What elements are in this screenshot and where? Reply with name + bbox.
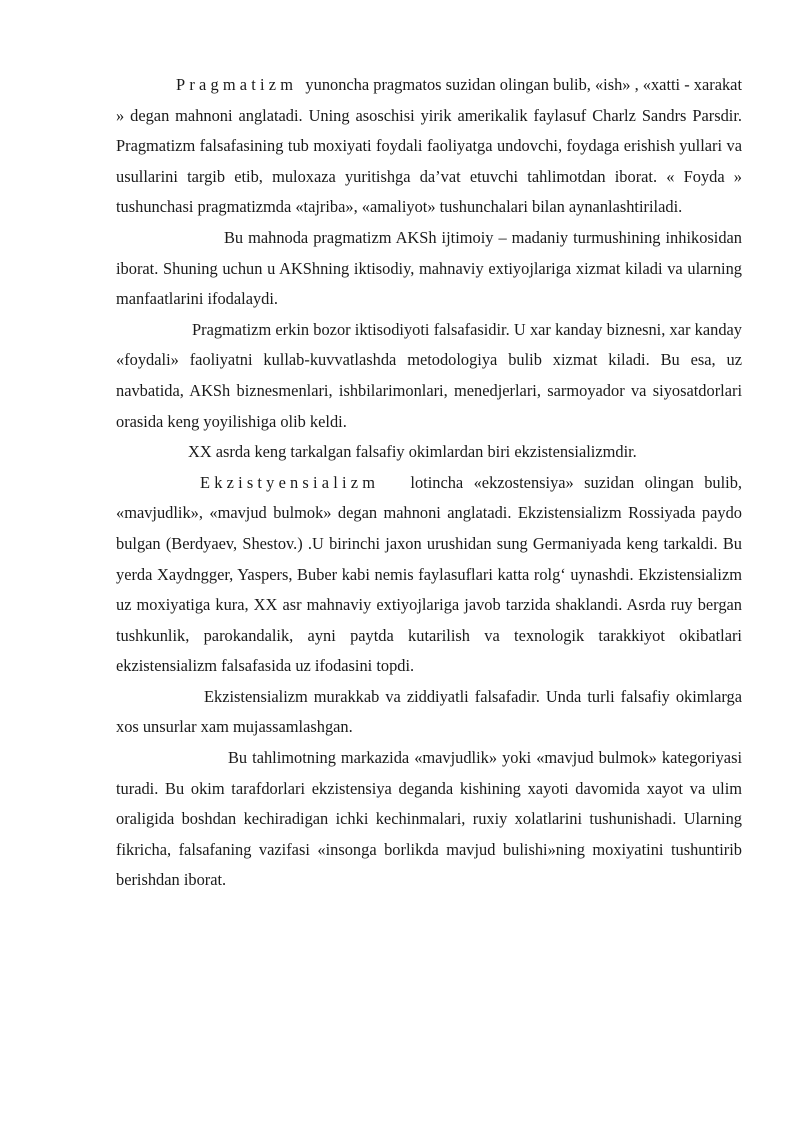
paragraph-pragmatism-usa: Bu mahnoda pragmatizm AKSh ijtimoiy – madaniy turmushining inhikosidan iborat. Shuning uchun u AKShning iktisodiy, mahnaviy extiyojlariga xizmat kiladi va ularning manfaatlarini ifodalaydi. xyxy=(116,227,742,309)
term-ekzistensializm: Ekzistyensializm xyxy=(200,472,380,492)
term-pragmatizm: Pragmatizm xyxy=(176,75,298,94)
paragraph-text: yunoncha pragmatos suzidan olingan bulib, «ish» , «xatti - xarakat » degan mahnoni anglatadi. Uning asoschisi yirik amerikalik faylasuf Charlz Sandrs Parsdir. Pragmatizm falsafasining tub moxiyati foydali faoliyatga undovchi, foydaga erishish yullari va usullarini targib etib, muloxaza yuritishga da’vat etuvchi tahlimotdan iborat. « Foyda » tushunchasi pragmatizmda «tajriba», «amaliyot» tushunchalari bilan aynanlashtiriladi. xyxy=(116,75,743,217)
paragraph-existentialism-definition xyxy=(116,468,742,682)
paragraph-existentialism-core: Bu tahlimotning markazida «mavjudlik» yoki «mavjud bulmok» kategoriyasi turadi. Bu okim tarafdorlari ekzistensiya deganda kishining xayoti davomida xayot va ulim oraligida boshdan kechiradigan ichki kechinmalari, ruxiy xolatlarini tushunishadi. Ularning fikricha, falsafaning vazifasi «insonga borlikda mavjud bulishi»ning moxiyatini tushuntirib berishdan iborat. xyxy=(116,748,742,890)
paragraph-pragmatism-market: Pragmatizm erkin bozor iktisodiyoti falsafasidir. U xar kanday biznesni, xar kanday «foydali» faoliyatni kullab-kuvvatlashda metodologiya bulib xizmat kiladi. Bu esa, uz navbatida, AKSh biznesmenlari, ishbilarimonlari, menedjerlari, sarmoyador va siyosatdorlari orasida keng yoyilishiga olib keldi. xyxy=(116,319,742,431)
paragraph-pragmatism-definition xyxy=(116,70,742,223)
paragraph-20th-century: XX asrda keng tarkalgan falsafiy okimlardan biri ekzistensializmdir. xyxy=(188,442,637,462)
paragraph-text: lotincha «ekzostensiya» suzidan olingan bulib, «mavjudlik», «mavjud bulmok» degan mahnoni anglatadi. Ekzistensializm Rossiyada paydo bulgan (Berdyaev, Shestov.) .U birinchi jaxon urushidan sung Germaniyada keng tarkaldi. Bu yerda Xaydngger, Yaspers, Buber kabi nemis faylasuflari katta rolg‘ uynashdi. Ekzistensializm uz moxiyatiga kura, XX asr mahnaviy extiyojlariga javob tarzida shaklandi. Asrda ruy bergan tushkunlik, parokandalik, ayni paytda kutarilish va texnologik tarakkiyot okibatlari ekzistensializm falsafasida uz ifodasini topdi. xyxy=(116,472,742,676)
document-page xyxy=(116,70,742,896)
paragraph-existentialism-complex: Ekzistensializm murakkab va ziddiyatli falsafadir. Unda turli falsafiy okimlarga xos unsurlar xam mujassamlashgan. xyxy=(116,686,742,737)
